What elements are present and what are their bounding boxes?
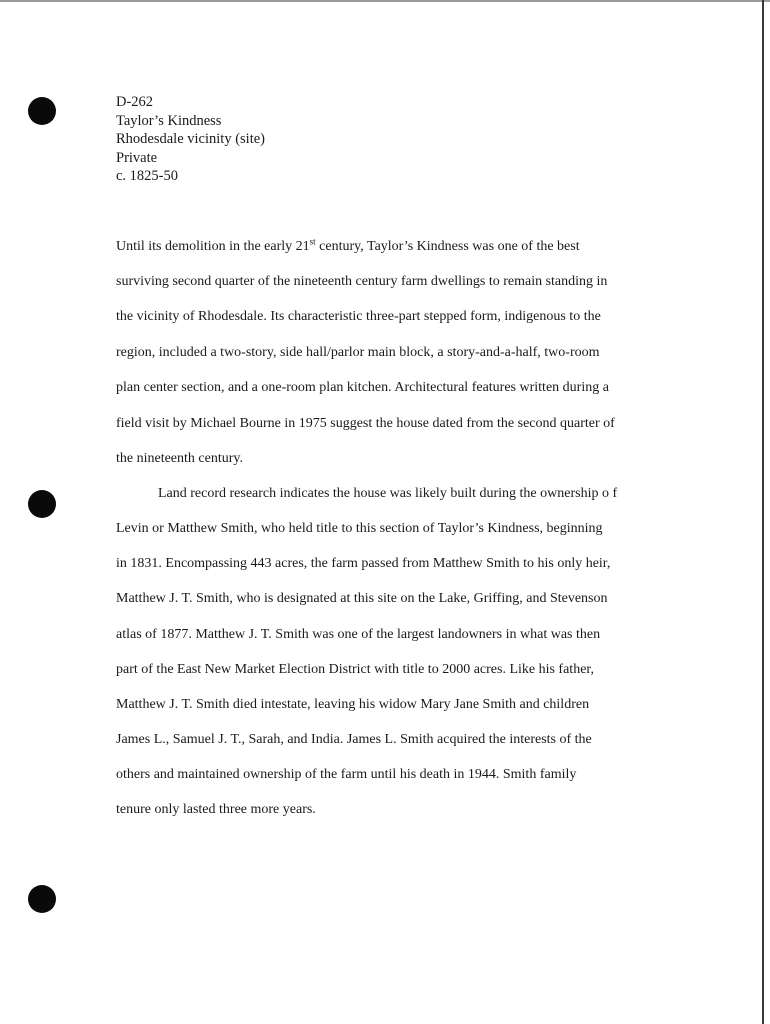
page-top-edge (0, 0, 770, 2)
paragraph-2-line-6: part of the East New Market Election District with title to 2000 acres. Like his father, (116, 662, 595, 677)
paragraph-1-line-7: the nineteenth century. (116, 451, 243, 466)
paragraph-2-line-9: others and maintained ownership of the farm until his death in 1944. Smith family (116, 767, 577, 782)
paragraph-2-line-8: James L., Samuel J. T., Sarah, and India. James L. Smith acquired the interests of the (116, 732, 592, 747)
paragraph-2-line-1: Land record research indicates the house was likely built during the ownership o f (158, 486, 618, 501)
document-header (116, 93, 265, 186)
paragraph-1-line-4: region, included a two-story, side hall/parlor main block, a story-and-a-half, two-room (116, 345, 600, 360)
paragraph-2-line-7: Matthew J. T. Smith died intestate, leaving his widow Mary Jane Smith and children (116, 697, 590, 712)
page-right-edge (762, 0, 764, 1024)
paragraph-2-line-3: in 1831. Encompassing 443 acres, the farm passed from Matthew Smith to his only heir, (116, 556, 611, 571)
paragraph-1-line-6: field visit by Michael Bourne in 1975 suggest the house dated from the second quarter of (116, 416, 615, 431)
punch-hole-middle (28, 490, 56, 518)
paragraph-1-line-1 (116, 238, 580, 256)
paragraph-1-line-1-end: century, Taylor’s Kindness was one of the best (315, 239, 580, 254)
paragraph-2-line-4: Matthew J. T. Smith, who is designated at this site on the Lake, Griffing, and Stevenson (116, 591, 608, 606)
site-location: Rhodesdale vicinity (site) (116, 131, 265, 147)
paragraph-2-line-10: tenure only lasted three more years. (116, 802, 316, 817)
paragraph-2-line-5: atlas of 1877. Matthew J. T. Smith was one of the largest landowners in what was then (116, 627, 601, 642)
paragraph-1-line-1-start: Until its demolition in the early 21 (116, 239, 310, 254)
paragraph-1-line-3: the vicinity of Rhodesdale. Its characteristic three-part stepped form, indigenous to the (116, 309, 601, 324)
site-id: D-262 (116, 94, 154, 110)
ordinal-superscript: st (309, 236, 316, 247)
site-date: c. 1825-50 (116, 168, 179, 184)
paragraph-1-line-2: surviving second quarter of the nineteenth century farm dwellings to remain standing in (116, 274, 608, 289)
site-name: Taylor’s Kindness (116, 112, 222, 129)
paragraph-2-line-2: Levin or Matthew Smith, who held title to this section of Taylor’s Kindness, beginning (116, 521, 603, 536)
punch-hole-bottom (28, 885, 56, 913)
site-ownership: Private (116, 149, 158, 166)
punch-hole-top (28, 97, 56, 125)
paragraph-1-line-5: plan center section, and a one-room plan kitchen. Architectural features written during a (116, 380, 609, 395)
